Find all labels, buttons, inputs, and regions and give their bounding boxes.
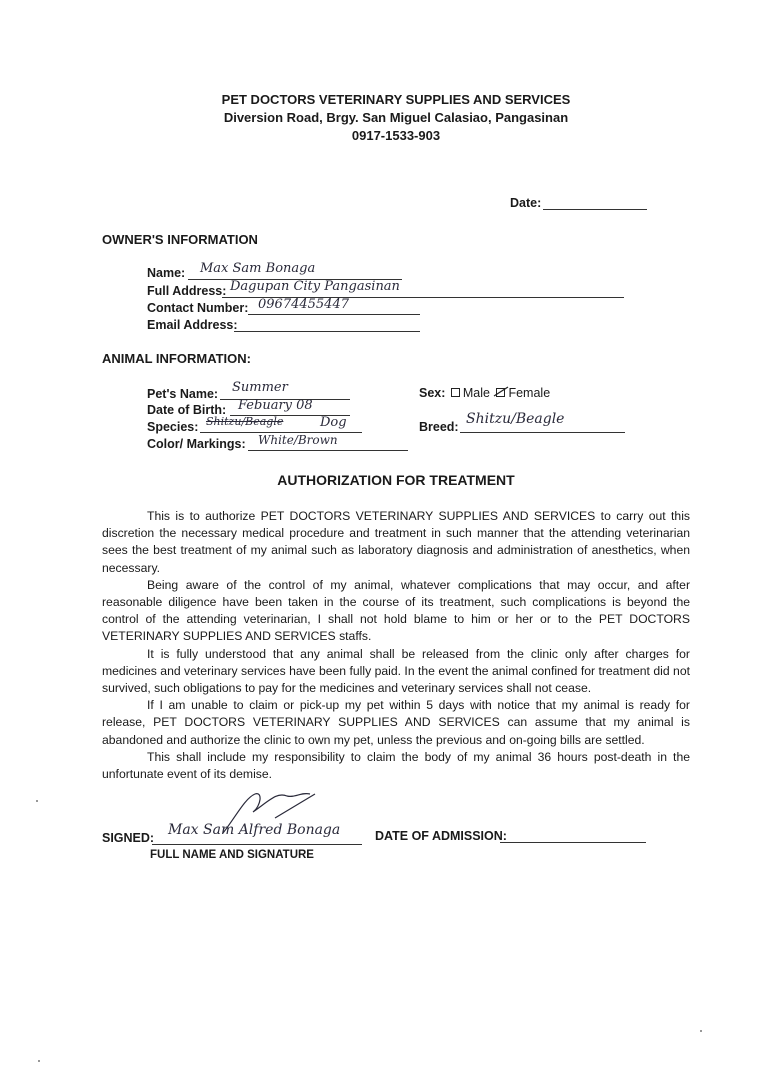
animal-section-title: ANIMAL INFORMATION: <box>102 351 251 366</box>
business-address: Diversion Road, Brgy. San Miguel Calasiao, Pangasinan <box>223 110 569 125</box>
color-markings-field[interactable] <box>248 450 408 451</box>
color-markings-value: White/Brown <box>258 433 338 447</box>
sex-row <box>419 386 550 400</box>
scan-speck <box>36 800 38 802</box>
male-checkbox[interactable] <box>451 388 460 397</box>
breed-field[interactable] <box>460 432 625 433</box>
authorization-title: AUTHORIZATION FOR TREATMENT <box>277 472 515 488</box>
owner-address-value: Dagupan City Pangasinan <box>230 279 400 294</box>
owner-contact-field[interactable] <box>248 314 420 315</box>
owner-email-label: Email Address: <box>147 318 238 332</box>
authorization-paragraph: It is fully understood that any animal shall be released from the clinic only after charges for medicines and veterinary services have been fully paid. In the event the animal confined for treatment did not survived, such obligations to pay for the medicines and veterinary services shall not cease. <box>102 646 690 696</box>
authorization-paragraph: If I am unable to claim or pick-up my pet within 5 days with notice that my animal is ready for release, PET DOCTORS VETERINARY SUPPLIES AND SERVICES can assume that my animal is abandoned and authorize the clinic to own my pet, unless the previous and on-going bills are settled. <box>102 698 690 747</box>
sex-label: Sex: <box>419 386 446 400</box>
owner-section-title: OWNER'S INFORMATION <box>102 232 258 247</box>
owner-name-label: Name: <box>147 266 186 280</box>
signature-handwritten-name: Max Sam Alfred Bonaga <box>168 822 341 838</box>
date-of-admission-field[interactable] <box>500 842 646 843</box>
signature-flourish <box>215 788 325 838</box>
owner-contact-value: 09674455447 <box>258 297 349 312</box>
breed-label: Breed: <box>419 420 459 434</box>
date-of-admission-label: DATE OF ADMISSION: <box>375 829 507 843</box>
date-field[interactable] <box>543 209 647 210</box>
species-struck-value: Shitzu/Beagle <box>206 415 284 428</box>
authorization-body <box>102 508 690 783</box>
owner-address-label: Full Address: <box>147 284 227 298</box>
breed-value: Shitzu/Beagle <box>466 411 565 427</box>
color-markings-label: Color/ Markings: <box>147 437 246 451</box>
authorization-paragraph: This is to authorize PET DOCTORS VETERINARY SUPPLIES AND SERVICES to carry out this discretion the necessary medical procedure and treatment in such manner that the attending veterinarian sees the best treatment of my animal such as laboratory diagnosis and administration of anesthetics, when necessary. <box>102 509 690 575</box>
female-option-label: Female <box>508 386 551 400</box>
date-label: Date: <box>510 196 542 210</box>
signature-field[interactable] <box>152 844 362 845</box>
business-phone: 0917-1533-903 <box>351 128 441 143</box>
scan-speck <box>700 1030 702 1032</box>
dob-label: Date of Birth: <box>147 403 227 417</box>
female-checkbox[interactable] <box>496 388 505 397</box>
owner-name-value: Max Sam Bonaga <box>200 261 316 276</box>
owner-email-field[interactable] <box>234 331 420 332</box>
signature-caption: FULL NAME AND SIGNATURE <box>150 849 314 861</box>
species-label: Species: <box>147 420 199 434</box>
species-value: Dog <box>320 415 347 430</box>
signed-label: SIGNED: <box>102 831 155 845</box>
authorization-paragraph: This shall include my responsibility to claim the body of my animal 36 hours post-death in the unfortunate event of its demise. <box>102 749 690 782</box>
pet-name-label: Pet's Name: <box>147 387 219 401</box>
authorization-paragraph: Being aware of the control of my animal, whatever complications that may occur, and after reasonable diligence have been taken in the course of its treatment, such complications is beyond the control of the attending veterinarian, I shall not hold blame to him or her or to the PET DOCTORS VETERINARY SUPPLIES AND SERVICES staffs. <box>102 577 690 644</box>
check-mark-icon <box>493 386 509 398</box>
male-option-label: Male <box>462 386 490 400</box>
scan-speck <box>38 1060 40 1062</box>
owner-contact-label: Contact Number: <box>147 301 249 315</box>
dob-value: Febuary 08 <box>238 398 313 413</box>
business-name: PET DOCTORS VETERINARY SUPPLIES AND SERVICES <box>221 92 571 107</box>
pet-name-value: Summer <box>232 380 288 395</box>
